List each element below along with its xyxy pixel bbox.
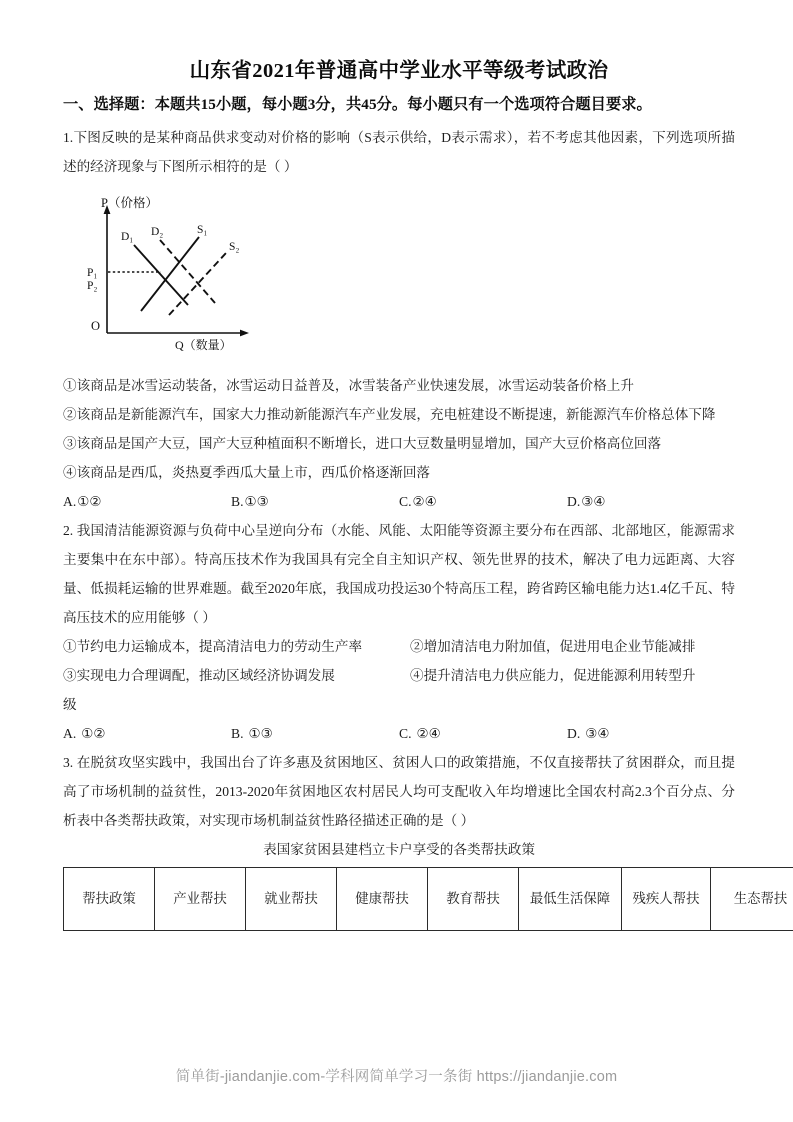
page-title: 山东省2021年普通高中学业水平等级考试政治 xyxy=(189,60,609,82)
answer-b-letter: B. xyxy=(231,725,244,741)
answer-c-value: ②④ xyxy=(412,493,437,509)
question-1-answer-a[interactable] xyxy=(63,487,231,516)
answer-c-value: ②④ xyxy=(416,725,441,741)
question-2-answer-d[interactable] xyxy=(567,719,735,748)
question-2-option-3: ③实现电力合理调配，推动区域经济协调发展 xyxy=(63,667,335,683)
question-2-option-1: ①节约电力运输成本，提高清洁电力的劳动生产率 xyxy=(63,638,363,654)
question-1-answer-row xyxy=(63,487,735,516)
question-2-option-2: ②增加清洁电力附加值，促进用电企业节能减排 xyxy=(410,638,696,654)
table-cell-employment-aid: 就业帮扶 xyxy=(246,867,337,930)
answer-c-letter: C. xyxy=(399,725,412,741)
question-2-option-4: ④提升清洁电力供应能力，促进能源利用转型升 xyxy=(410,667,696,683)
tick-label-p1: P₁ xyxy=(87,266,98,279)
question-1-stem xyxy=(63,123,735,181)
supply-demand-svg xyxy=(63,193,343,353)
answer-b-value: ①③ xyxy=(248,725,273,741)
question-2-options xyxy=(63,632,735,719)
question-3-number: 3. xyxy=(63,754,74,770)
question-2-options-row-2 xyxy=(63,661,735,690)
answer-d-letter: D. xyxy=(567,725,581,741)
question-1-option-1: ①该商品是冰雪运动装备，冰雪运动日益普及，冰雪装备产业快速发展，冰雪运动装备价格上升 xyxy=(63,377,634,393)
page-content xyxy=(63,58,788,931)
question-1 xyxy=(63,123,735,516)
question-2-answer-row xyxy=(63,719,735,748)
question-3 xyxy=(63,748,788,931)
question-2 xyxy=(63,516,735,748)
table-cell-ecological-aid: 生态帮扶 xyxy=(711,867,793,930)
policy-table xyxy=(63,867,793,931)
question-1-number: 1. xyxy=(63,129,74,145)
y-axis-label: P（价格） xyxy=(101,195,158,210)
origin-label: O xyxy=(91,318,101,333)
question-1-option-2: ②该商品是新能源汽车，国家大力推动新能源汽车产业发展，充电桩建设不断提速，新能源汽车价格总体下降 xyxy=(63,406,716,422)
question-1-options xyxy=(63,371,735,487)
supply-demand-figure xyxy=(63,193,735,353)
question-2-answer-b[interactable] xyxy=(231,719,399,748)
curve-label-s2: S₂ xyxy=(229,240,240,253)
answer-a-value: ①② xyxy=(81,725,106,741)
table-cell-education-aid: 教育帮扶 xyxy=(428,867,519,930)
curve-d1 xyxy=(134,245,188,305)
x-axis-label: Q（数量） xyxy=(175,337,232,352)
question-1-option-4: ④该商品是西瓜，炎热夏季西瓜大量上市，西瓜价格逐渐回落 xyxy=(63,464,431,480)
question-2-stem xyxy=(63,516,735,632)
question-2-answer-a[interactable] xyxy=(63,719,231,748)
question-2-text: 我国清洁能源资源与负荷中心呈逆向分布（水能、风能、太阳能等资源主要分布在西部、北部地区，能源需求主要集中在东中部）。特高压技术作为我国具有完全自主知识产权、领先世界的技术，解决了电力远距离、大容量、低损耗运输的世界难题。截至2020年底，我国成功投运30个特高压工程，跨省跨区输电能力达1.4亿千瓦、特高压技术的应用能够（ ） xyxy=(63,522,735,625)
footer-watermark: 简单街-jiandanjie.com-学科网简单学习一条街 https://jiandanjie.com xyxy=(175,1069,618,1085)
question-2-option-4-continuation: 级 xyxy=(63,696,77,712)
answer-d-value: ③④ xyxy=(585,725,610,741)
tick-label-p2: P₂ xyxy=(87,279,98,292)
table-row xyxy=(64,867,793,930)
question-2-answer-c[interactable] xyxy=(399,719,567,748)
answer-d-value: ③④ xyxy=(581,493,606,509)
question-1-answer-c[interactable] xyxy=(399,487,567,516)
question-1-answer-d[interactable] xyxy=(567,487,735,516)
question-1-text: 下图反映的是某种商品供求变动对价格的影响（S表示供给，D表示需求），若不考虑其他因素，下列选项所描述的经济现象与下图所示相符的是（ ） xyxy=(63,129,735,174)
curve-label-d2: D₂ xyxy=(151,225,164,238)
table-cell-disabled-aid: 残疾人帮扶 xyxy=(622,867,711,930)
table-cell-industry-aid: 产业帮扶 xyxy=(155,867,246,930)
question-3-text: 在脱贫攻坚实践中，我国出台了许多惠及贫困地区、贫困人口的政策措施，不仅直接帮扶了贫困群众，而且提高了市场机制的益贫性，2013-2020年贫困地区农村居民人均可支配收入年均增速比全国农村高2.3个百分点、分析表中各类帮扶政策，对实现市场机制益贫性路径描述正确的是（ ） xyxy=(63,754,735,828)
answer-b-letter: B. xyxy=(231,493,244,509)
question-3-stem xyxy=(63,748,735,835)
table-caption: 表国家贫困县建档立卡户享受的各类帮扶政策 xyxy=(263,841,535,857)
answer-a-value: ①② xyxy=(77,493,102,509)
question-2-options-row-1 xyxy=(63,632,735,661)
question-1-option-3: ③该商品是国产大豆，国产大豆种植面积不断增长，进口大豆数量明显增加，国产大豆价格高位回落 xyxy=(63,435,662,451)
answer-a-letter: A. xyxy=(63,493,77,509)
answer-a-letter: A. xyxy=(63,725,77,741)
table-cell-row-header: 帮扶政策 xyxy=(64,867,155,930)
table-cell-health-aid: 健康帮扶 xyxy=(337,867,428,930)
question-2-number: 2. xyxy=(63,522,74,538)
question-1-answer-b[interactable] xyxy=(231,487,399,516)
curve-label-d1: D₁ xyxy=(121,230,134,243)
answer-d-letter: D. xyxy=(567,493,581,509)
answer-b-value: ①③ xyxy=(244,493,269,509)
table-cell-minimum-living-guarantee: 最低生活保障 xyxy=(519,867,622,930)
curve-label-s1: S₁ xyxy=(197,223,208,236)
answer-c-letter: C. xyxy=(399,493,412,509)
section-heading-multiple-choice: 一、选择题：本题共15小题，每小题3分，共45分。每小题只有一个选项符合题目要求。 xyxy=(63,95,652,113)
x-axis-arrow xyxy=(240,329,249,336)
